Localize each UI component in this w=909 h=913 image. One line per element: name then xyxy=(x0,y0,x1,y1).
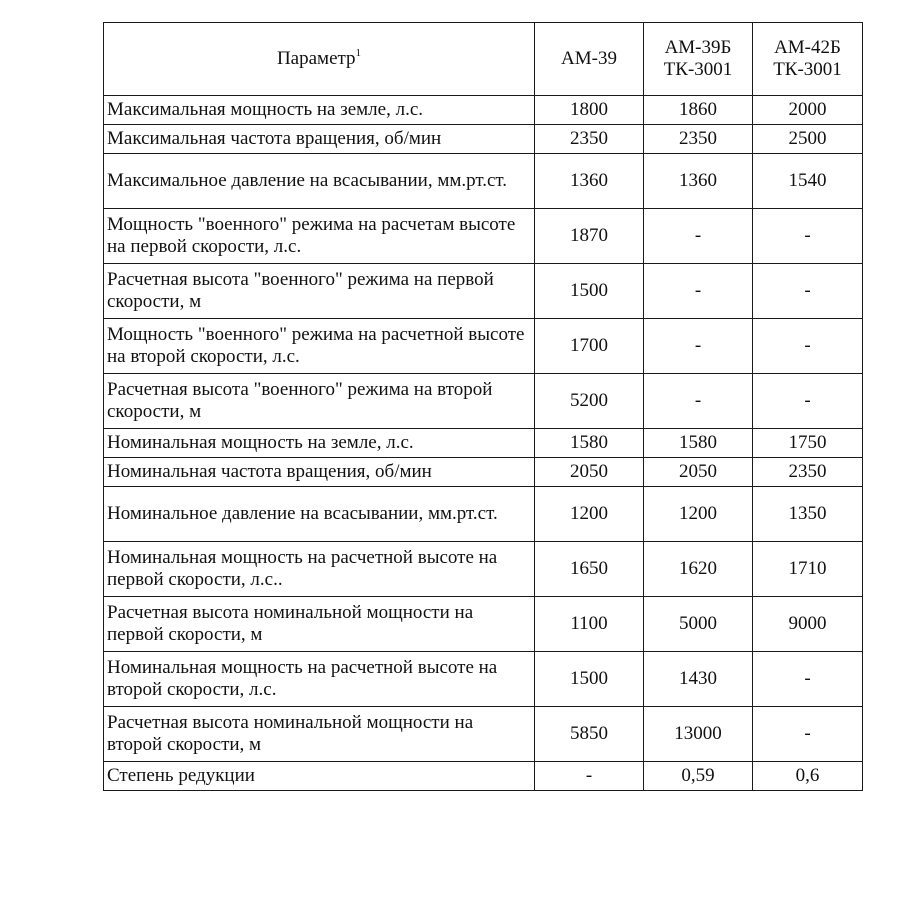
parameter-name: Расчетная высота "военного" режима на первой скорости, м xyxy=(104,264,535,319)
table-row xyxy=(104,374,863,429)
header-parameter-label: Параметр xyxy=(276,48,356,69)
parameter-name: Расчетная высота номинальной мощности на первой скорости, м xyxy=(104,597,535,652)
table-body xyxy=(104,96,863,791)
parameter-value: - xyxy=(644,264,753,319)
parameter-value: 2350 xyxy=(535,125,644,154)
parameter-value: 1100 xyxy=(535,597,644,652)
table-row xyxy=(104,319,863,374)
parameter-value: 1540 xyxy=(753,154,863,209)
parameter-name: Номинальная частота вращения, об/мин xyxy=(104,458,535,487)
parameter-value: 2050 xyxy=(644,458,753,487)
table-row xyxy=(104,96,863,125)
parameter-value: 2350 xyxy=(753,458,863,487)
parameter-value: 2350 xyxy=(644,125,753,154)
table-row xyxy=(104,264,863,319)
parameter-value: - xyxy=(753,209,863,264)
table-row xyxy=(104,429,863,458)
parameter-value: 1580 xyxy=(535,429,644,458)
parameter-value: 5000 xyxy=(644,597,753,652)
parameter-value: - xyxy=(753,707,863,762)
parameter-name: Расчетная высота номинальной мощности на второй скорости, м xyxy=(104,707,535,762)
header-engine-am39 xyxy=(535,23,644,96)
table-row xyxy=(104,762,863,791)
parameter-value: - xyxy=(753,652,863,707)
table-header xyxy=(104,23,863,96)
table-row xyxy=(104,652,863,707)
header-engine-am42b xyxy=(753,23,863,96)
footnote-marker: 1 xyxy=(355,47,362,59)
parameter-value: 13000 xyxy=(644,707,753,762)
table-row xyxy=(104,154,863,209)
table-row xyxy=(104,125,863,154)
header-engine-line1: АМ-42Б xyxy=(774,37,841,58)
parameter-value: - xyxy=(753,374,863,429)
header-engine-am39b xyxy=(644,23,753,96)
parameter-name: Номинальная мощность на расчетной высоте на второй скорости, л.с. xyxy=(104,652,535,707)
parameter-value: 1650 xyxy=(535,542,644,597)
parameter-name: Расчетная высота "военного" режима на второй скорости, м xyxy=(104,374,535,429)
parameter-value: 1360 xyxy=(535,154,644,209)
parameter-value: - xyxy=(644,209,753,264)
parameter-value: - xyxy=(753,264,863,319)
header-engine-line2: ТК-3001 xyxy=(773,59,842,80)
parameter-value: 5200 xyxy=(535,374,644,429)
parameter-value: 1360 xyxy=(644,154,753,209)
parameter-value: 1500 xyxy=(535,652,644,707)
parameter-value: 1500 xyxy=(535,264,644,319)
header-engine-line2: ТК-3001 xyxy=(663,59,733,80)
header-engine-line1: АМ-39 xyxy=(561,48,617,69)
parameter-value: - xyxy=(535,762,644,791)
parameter-name: Номинальная мощность на расчетной высоте на первой скорости, л.с.. xyxy=(104,542,535,597)
parameter-name: Максимальная частота вращения, об/мин xyxy=(104,125,535,154)
parameter-value: 1800 xyxy=(535,96,644,125)
parameter-value: 1870 xyxy=(535,209,644,264)
parameter-value: 2500 xyxy=(753,125,863,154)
parameter-name: Номинальная мощность на земле, л.с. xyxy=(104,429,535,458)
table-row xyxy=(104,487,863,542)
parameter-value: 0,6 xyxy=(753,762,863,791)
parameter-value: 1200 xyxy=(535,487,644,542)
parameter-name: Мощность "военного" режима на расчетной высоте на второй скорости, л.с. xyxy=(104,319,535,374)
table-row xyxy=(104,707,863,762)
parameter-name: Мощность "военного" режима на расчетам высоте на первой скорости, л.с. xyxy=(104,209,535,264)
parameter-value: 2050 xyxy=(535,458,644,487)
parameter-value: - xyxy=(644,374,753,429)
parameter-value: 1620 xyxy=(644,542,753,597)
parameter-value: 1350 xyxy=(753,487,863,542)
parameter-value: 1860 xyxy=(644,96,753,125)
parameter-value: 1750 xyxy=(753,429,863,458)
parameter-name: Максимальное давление на всасывании, мм.рт.ст. xyxy=(104,154,535,209)
parameter-value: 0,59 xyxy=(644,762,753,791)
parameter-name: Степень редукции xyxy=(104,762,535,791)
parameter-value: 1710 xyxy=(753,542,863,597)
engine-spec-table xyxy=(103,22,863,791)
table-row xyxy=(104,597,863,652)
table-row xyxy=(104,542,863,597)
parameter-name: Максимальная мощность на земле, л.с. xyxy=(104,96,535,125)
parameter-value: - xyxy=(644,319,753,374)
header-engine-line1: АМ-39Б xyxy=(664,37,732,58)
parameter-value: 1700 xyxy=(535,319,644,374)
parameter-value: 5850 xyxy=(535,707,644,762)
parameter-value: 2000 xyxy=(753,96,863,125)
parameter-value: 1580 xyxy=(644,429,753,458)
parameter-value: 1200 xyxy=(644,487,753,542)
table-row xyxy=(104,209,863,264)
header-parameter xyxy=(104,23,535,96)
parameter-value: 1430 xyxy=(644,652,753,707)
parameter-value: - xyxy=(753,319,863,374)
parameter-name: Номинальное давление на всасывании, мм.рт.ст. xyxy=(104,487,535,542)
parameter-value: 9000 xyxy=(753,597,863,652)
table-row xyxy=(104,458,863,487)
